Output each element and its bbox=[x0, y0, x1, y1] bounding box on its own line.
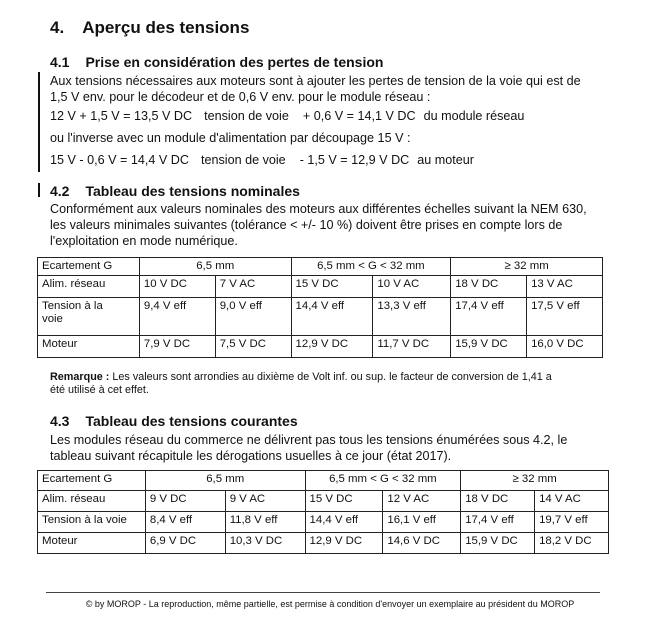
subsection-heading-4-3 bbox=[50, 413, 298, 429]
table-cell: 12,9 V DC bbox=[291, 336, 373, 358]
subsection-title: Prise en considération des pertes de tension bbox=[85, 54, 384, 70]
table-row bbox=[38, 512, 609, 533]
table-cell: 9,0 V eff bbox=[215, 298, 291, 336]
table-cell: 10 V AC bbox=[373, 276, 451, 298]
table-header-cell: 6,5 mm bbox=[139, 258, 291, 276]
table-cell: 10,3 V DC bbox=[225, 533, 305, 554]
table-cell: 14 V AC bbox=[535, 491, 609, 512]
table-cell: 9 V AC bbox=[225, 491, 305, 512]
subsection-heading-4-2 bbox=[50, 183, 300, 199]
table-cell: 7 V AC bbox=[215, 276, 291, 298]
table-row bbox=[38, 336, 603, 358]
row-label: Alim. réseau bbox=[38, 276, 140, 298]
section-heading bbox=[50, 18, 249, 38]
table-cell: 17,5 V eff bbox=[527, 298, 603, 336]
equation-part: 15 V - 0,6 V = 14,4 V DC bbox=[50, 153, 189, 167]
table-cell: 17,4 V eff bbox=[451, 298, 527, 336]
row-label-line: Tension à la bbox=[42, 300, 103, 312]
current-voltage-table bbox=[37, 470, 609, 554]
table-cell: 13,3 V eff bbox=[373, 298, 451, 336]
paragraph-line: ou l'inverse avec un module d'alimentation par découpage 15 V : bbox=[50, 131, 411, 145]
row-label: Alim. réseau bbox=[38, 491, 146, 512]
table-cell: 14,4 V eff bbox=[305, 512, 383, 533]
table-cell: 7,5 V DC bbox=[215, 336, 291, 358]
equation-part: du module réseau bbox=[423, 109, 525, 123]
table-header-cell: Ecartement G bbox=[38, 471, 146, 491]
section-title: Aperçu des tensions bbox=[82, 18, 250, 37]
subsection-heading-4-1 bbox=[50, 54, 383, 70]
table-cell: 18,2 V DC bbox=[535, 533, 609, 554]
paragraph-line: l'exploitation en mode numérique. bbox=[50, 234, 238, 248]
table-header-cell: 6,5 mm < G < 32 mm bbox=[291, 258, 451, 276]
table-row bbox=[38, 276, 603, 298]
equation-part: 12 V + 1,5 V = 13,5 V DC bbox=[50, 109, 193, 123]
revision-bar bbox=[38, 72, 40, 172]
subsection-number: 4.1 bbox=[50, 54, 70, 70]
row-label-line: voie bbox=[42, 313, 63, 325]
table-cell: 15 V DC bbox=[291, 276, 373, 298]
paragraph-line: 1,5 V env. pour le décodeur et de 0,6 V env. pour le module réseau : bbox=[50, 90, 431, 104]
table-cell: 14,4 V eff bbox=[291, 298, 373, 336]
table-cell: 11,7 V DC bbox=[373, 336, 451, 358]
paragraph-line: Conformément aux valeurs nominales des moteurs aux différentes échelles suivant la NEM 630, bbox=[50, 202, 587, 216]
table-cell: 11,8 V eff bbox=[225, 512, 305, 533]
table-cell: 7,9 V DC bbox=[139, 336, 215, 358]
row-label: Moteur bbox=[38, 533, 146, 554]
table-header-cell: ≥ 32 mm bbox=[461, 471, 609, 491]
note-line bbox=[50, 371, 552, 384]
table-cell: 18 V DC bbox=[461, 491, 535, 512]
section-number: 4. bbox=[50, 18, 65, 37]
table-cell: 12,9 V DC bbox=[305, 533, 383, 554]
equation-part: + 0,6 V = 14,1 V DC bbox=[302, 109, 416, 123]
equation-part: au moteur bbox=[417, 153, 474, 167]
note-label: Remarque : bbox=[50, 371, 110, 383]
table-cell: 12 V AC bbox=[383, 491, 461, 512]
table-cell: 10 V DC bbox=[139, 276, 215, 298]
table-cell: 16,1 V eff bbox=[383, 512, 461, 533]
equation-part: - 1,5 V = 12,9 V DC bbox=[299, 153, 410, 167]
table-cell: 15 V DC bbox=[305, 491, 383, 512]
subsection-number: 4.3 bbox=[50, 413, 70, 429]
table-cell: 19,7 V eff bbox=[535, 512, 609, 533]
table-header-cell: Ecartement G bbox=[38, 258, 140, 276]
table-row bbox=[38, 298, 603, 336]
paragraph-line: tableau suivant récapitule les dérogations usuelles à ce jour (état 2017). bbox=[50, 449, 452, 463]
table-cell: 17,4 V eff bbox=[461, 512, 535, 533]
table-header-row bbox=[38, 258, 603, 276]
table-row bbox=[38, 491, 609, 512]
paragraph-line: Aux tensions nécessaires aux moteurs sont à ajouter les pertes de tension de la voie qui est de bbox=[50, 74, 581, 88]
footer-text: © by MOROP - La reproduction, même partielle, est permise à condition d'envoyer un exemplaire au président du MOROP bbox=[85, 599, 575, 609]
note-line: été utilisé à cet effet. bbox=[50, 384, 149, 396]
table-cell: 14,6 V DC bbox=[383, 533, 461, 554]
table-cell: 18 V DC bbox=[451, 276, 527, 298]
table-cell: 6,9 V DC bbox=[145, 533, 225, 554]
equation-line bbox=[50, 152, 474, 168]
table-header-cell: 6,5 mm < G < 32 mm bbox=[305, 471, 461, 491]
revision-bar bbox=[38, 183, 40, 197]
nominal-voltage-table bbox=[37, 257, 603, 358]
subsection-title: Tableau des tensions courantes bbox=[85, 413, 298, 429]
equation-line bbox=[50, 108, 524, 124]
row-label bbox=[38, 298, 140, 336]
subsection-number: 4.2 bbox=[50, 183, 70, 199]
subsection-title: Tableau des tensions nominales bbox=[85, 183, 300, 199]
equation-part: tension de voie bbox=[204, 109, 289, 123]
table-header-cell: 6,5 mm bbox=[145, 471, 305, 491]
table-row bbox=[38, 533, 609, 554]
table-cell: 15,9 V DC bbox=[461, 533, 535, 554]
paragraph-line: les valeurs minimales suivantes (tolérance < +/- 10 %) doivent être prises en compte lors de bbox=[50, 218, 563, 232]
table-cell: 13 V AC bbox=[527, 276, 603, 298]
row-label: Tension à la voie bbox=[38, 512, 146, 533]
footer-divider bbox=[46, 592, 600, 593]
table-cell: 8,4 V eff bbox=[145, 512, 225, 533]
table-header-cell: ≥ 32 mm bbox=[451, 258, 603, 276]
paragraph-line: Les modules réseau du commerce ne délivrent pas tous les tensions énumérées sous 4.2, le bbox=[50, 433, 568, 447]
equation-part: tension de voie bbox=[200, 153, 286, 167]
table-cell: 16,0 V DC bbox=[527, 336, 603, 358]
note-text: Les valeurs sont arrondies au dixième de Volt inf. ou sup. le facteur de conversion de 1,41 a bbox=[109, 371, 552, 383]
table-cell: 15,9 V DC bbox=[451, 336, 527, 358]
table-cell: 9,4 V eff bbox=[139, 298, 215, 336]
table-header-row bbox=[38, 471, 609, 491]
table-cell: 9 V DC bbox=[145, 491, 225, 512]
row-label: Moteur bbox=[38, 336, 140, 358]
